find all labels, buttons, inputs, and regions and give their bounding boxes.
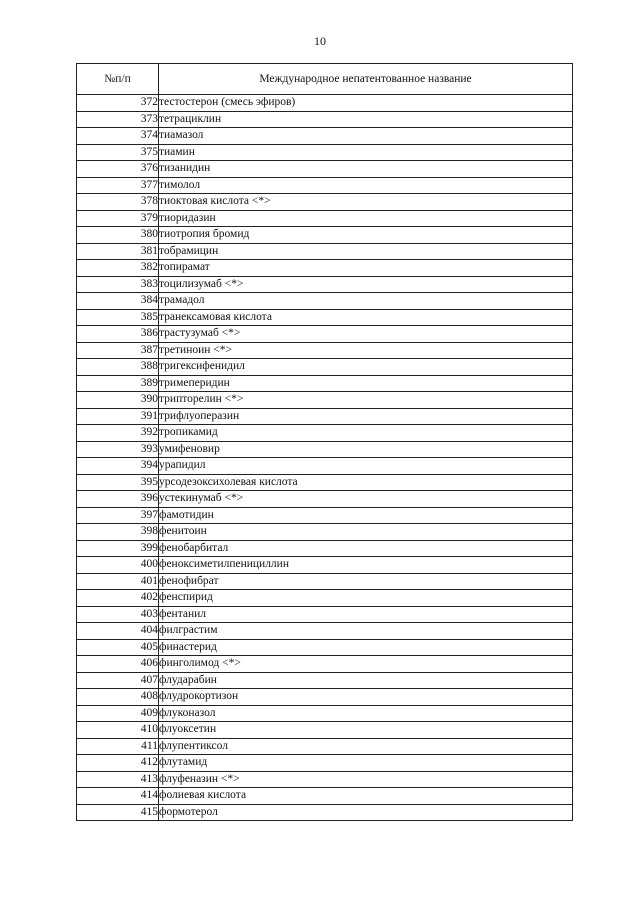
header-number: №п/п	[77, 64, 159, 95]
drug-name: тропикамид	[159, 425, 573, 442]
table-row	[77, 293, 573, 310]
table-row	[77, 392, 573, 409]
row-number: 405	[77, 639, 159, 656]
table-row	[77, 606, 573, 623]
row-number: 384	[77, 293, 159, 310]
row-number: 391	[77, 408, 159, 425]
drug-name: формотерол	[159, 804, 573, 821]
table-row	[77, 161, 573, 178]
table-row	[77, 804, 573, 821]
table-row	[77, 755, 573, 772]
table-row	[77, 738, 573, 755]
table-row	[77, 441, 573, 458]
row-number: 396	[77, 491, 159, 508]
table-row	[77, 326, 573, 343]
table-row	[77, 227, 573, 244]
drug-name: трамадол	[159, 293, 573, 310]
table-row	[77, 342, 573, 359]
row-number: 401	[77, 573, 159, 590]
row-number: 375	[77, 144, 159, 161]
table-row	[77, 656, 573, 673]
table-row	[77, 491, 573, 508]
table-row	[77, 540, 573, 557]
table-row	[77, 557, 573, 574]
row-number: 408	[77, 689, 159, 706]
table-row	[77, 689, 573, 706]
table-row	[77, 144, 573, 161]
drug-name: фенофибрат	[159, 573, 573, 590]
row-number: 383	[77, 276, 159, 293]
drug-name: устекинумаб <*>	[159, 491, 573, 508]
row-number: 376	[77, 161, 159, 178]
row-number: 374	[77, 128, 159, 145]
row-number: 406	[77, 656, 159, 673]
row-number: 388	[77, 359, 159, 376]
table-body	[77, 95, 573, 821]
row-number: 385	[77, 309, 159, 326]
row-number: 382	[77, 260, 159, 277]
table-header-row	[77, 64, 573, 95]
drug-name: фенитоин	[159, 524, 573, 541]
row-number: 373	[77, 111, 159, 128]
table-row	[77, 425, 573, 442]
table-row	[77, 524, 573, 541]
row-number: 410	[77, 722, 159, 739]
drug-name: тиоридазин	[159, 210, 573, 227]
drug-name: тиоктовая кислота <*>	[159, 194, 573, 211]
table-row	[77, 507, 573, 524]
header-name: Международное непатентованное название	[159, 64, 573, 95]
table-row	[77, 458, 573, 475]
table-row	[77, 309, 573, 326]
drug-name: урапидил	[159, 458, 573, 475]
row-number: 403	[77, 606, 159, 623]
table-row	[77, 210, 573, 227]
row-number: 402	[77, 590, 159, 607]
page-number: 10	[314, 34, 326, 48]
drug-name: фенобарбитал	[159, 540, 573, 557]
row-number: 411	[77, 738, 159, 755]
drug-name: финголимод <*>	[159, 656, 573, 673]
drug-name: фамотидин	[159, 507, 573, 524]
drug-name: тиотропия бромид	[159, 227, 573, 244]
drug-name: урсодезоксихолевая кислота	[159, 474, 573, 491]
drug-name: трастузумаб <*>	[159, 326, 573, 343]
drug-name: флупентиксол	[159, 738, 573, 755]
drug-name: третиноин <*>	[159, 342, 573, 359]
table-row	[77, 639, 573, 656]
row-number: 414	[77, 788, 159, 805]
table-row	[77, 260, 573, 277]
table-row	[77, 788, 573, 805]
row-number: 399	[77, 540, 159, 557]
table-row	[77, 408, 573, 425]
table-row	[77, 623, 573, 640]
drug-name: фолиевая кислота	[159, 788, 573, 805]
drug-name: тиамазол	[159, 128, 573, 145]
row-number: 386	[77, 326, 159, 343]
table-row	[77, 128, 573, 145]
row-number: 380	[77, 227, 159, 244]
table-row	[77, 590, 573, 607]
table-row	[77, 672, 573, 689]
drug-name: тетрациклин	[159, 111, 573, 128]
row-number: 394	[77, 458, 159, 475]
drug-name: тизанидин	[159, 161, 573, 178]
drug-name: тригексифенидил	[159, 359, 573, 376]
drug-name: трифлуоперазин	[159, 408, 573, 425]
row-number: 379	[77, 210, 159, 227]
drug-name: феноксиметилпенициллин	[159, 557, 573, 574]
drug-name: фенспирид	[159, 590, 573, 607]
row-number: 395	[77, 474, 159, 491]
drug-name: флуфеназин <*>	[159, 771, 573, 788]
table-row	[77, 705, 573, 722]
table-row	[77, 111, 573, 128]
table-row	[77, 375, 573, 392]
table-row	[77, 359, 573, 376]
drug-name: флударабин	[159, 672, 573, 689]
drug-name: тобрамицин	[159, 243, 573, 260]
table-row	[77, 276, 573, 293]
drug-name: флудрокортизон	[159, 689, 573, 706]
row-number: 389	[77, 375, 159, 392]
drug-name: тимолол	[159, 177, 573, 194]
row-number: 390	[77, 392, 159, 409]
row-number: 398	[77, 524, 159, 541]
row-number: 412	[77, 755, 159, 772]
drug-name: трипторелин <*>	[159, 392, 573, 409]
table-row	[77, 243, 573, 260]
drug-name: транексамовая кислота	[159, 309, 573, 326]
row-number: 400	[77, 557, 159, 574]
drug-name: тримеперидин	[159, 375, 573, 392]
drug-table	[76, 63, 573, 821]
row-number: 409	[77, 705, 159, 722]
table-row	[77, 177, 573, 194]
row-number: 372	[77, 95, 159, 112]
drug-name: тоцилизумаб <*>	[159, 276, 573, 293]
row-number: 404	[77, 623, 159, 640]
table-row	[77, 573, 573, 590]
table-row	[77, 722, 573, 739]
drug-name: финастерид	[159, 639, 573, 656]
row-number: 387	[77, 342, 159, 359]
drug-name: топирамат	[159, 260, 573, 277]
drug-name: тестостерон (смесь эфиров)	[159, 95, 573, 112]
drug-name: умифеновир	[159, 441, 573, 458]
row-number: 377	[77, 177, 159, 194]
table-row	[77, 771, 573, 788]
row-number: 392	[77, 425, 159, 442]
row-number: 381	[77, 243, 159, 260]
row-number: 393	[77, 441, 159, 458]
drug-name: флуоксетин	[159, 722, 573, 739]
row-number: 378	[77, 194, 159, 211]
drug-name: тиамин	[159, 144, 573, 161]
drug-name: флутамид	[159, 755, 573, 772]
row-number: 397	[77, 507, 159, 524]
table-row	[77, 474, 573, 491]
row-number: 415	[77, 804, 159, 821]
drug-name: филграстим	[159, 623, 573, 640]
table-row	[77, 194, 573, 211]
row-number: 407	[77, 672, 159, 689]
drug-name: флуконазол	[159, 705, 573, 722]
table-row	[77, 95, 573, 112]
drug-name: фентанил	[159, 606, 573, 623]
row-number: 413	[77, 771, 159, 788]
